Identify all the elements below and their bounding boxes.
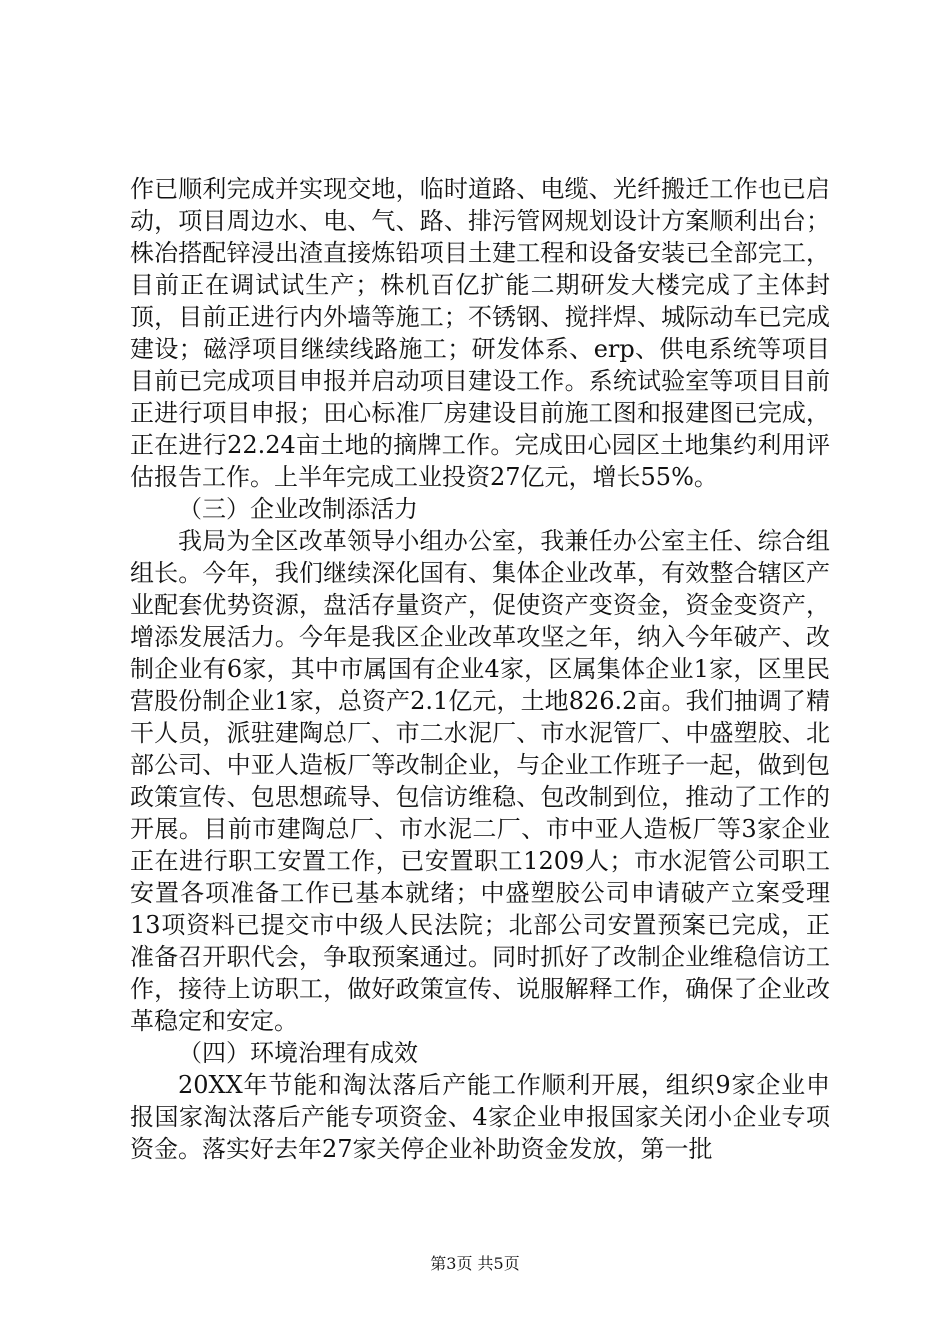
paragraph-environment: 20XX年节能和淘汰落后产能工作顺利开展，组织9家企业申报国家淘汰落后产能专项资金、4家企业申报国家关闭小企业专项资金。落实好去年27家关停企业补助资金发放，第一批 bbox=[130, 1071, 830, 1163]
page-number-footer: 第3页 共5页 bbox=[430, 1254, 520, 1273]
document-body bbox=[130, 173, 830, 1165]
paragraph-continuation: 作已顺利完成并实现交地，临时道路、电缆、光纤搬迁工作也已启动，项目周边水、电、气、路、排污管网规划设计方案顺利出台；株冶搭配锌浸出渣直接炼铅项目土建工程和设备安装已全部完工，目前正在调试试生产；株机百亿扩能二期研发大楼完成了主体封顶，目前正进行内外墙等施工；不锈钢、搅拌焊、城际动车已完成建设；磁浮项目继续线路施工；研发体系、erp、供电系统等项目目前已完成项目申报并启动项目建设工作。系统试验室等项目目前正进行项目申报；田心标准厂房建设目前施工图和报建图已完成，正在进行22.24亩土地的摘牌工作。完成田心园区土地集约利用评估报告工作。上半年完成工业投资27亿元，增长55%。 bbox=[130, 175, 830, 491]
paragraph-enterprise-reform: 我局为全区改革领导小组办公室，我兼任办公室主任、综合组组长。今年，我们继续深化国有、集体企业改革，有效整合辖区产业配套优势资源，盘活存量资产，促使资产变资金，资金变资产，增添发展活力。今年是我区企业改革攻坚之年，纳入今年破产、改制企业有6家，其中市属国有企业4家，区属集体企业1家，区里民营股份制企业1家，总资产2.1亿元，土地826.2亩。我们抽调了精干人员，派驻建陶总厂、市二水泥厂、市水泥管厂、中盛塑胶、北部公司、中亚人造板厂等改制企业，与企业工作班子一起，做到包政策宣传、包思想疏导、包信访维稳、包改制到位，推动了工作的开展。目前市建陶总厂、市水泥二厂、市中亚人造板厂等3家企业正在进行职工安置工作，已安置职工1209人；市水泥管公司职工安置各项准备工作已基本就绪；中盛塑胶公司申请破产立案受理13项资料已提交市中级人民法院；北部公司安置预案已完成，正准备召开职代会，争取预案通过。同时抓好了改制企业维稳信访工作，接待上访职工，做好政策宣传、说服解释工作，确保了企业改革稳定和安定。 bbox=[130, 527, 830, 1035]
section-heading-4: （四）环境治理有成效 bbox=[178, 1039, 418, 1067]
section-heading-3: （三）企业改制添活力 bbox=[178, 495, 418, 523]
